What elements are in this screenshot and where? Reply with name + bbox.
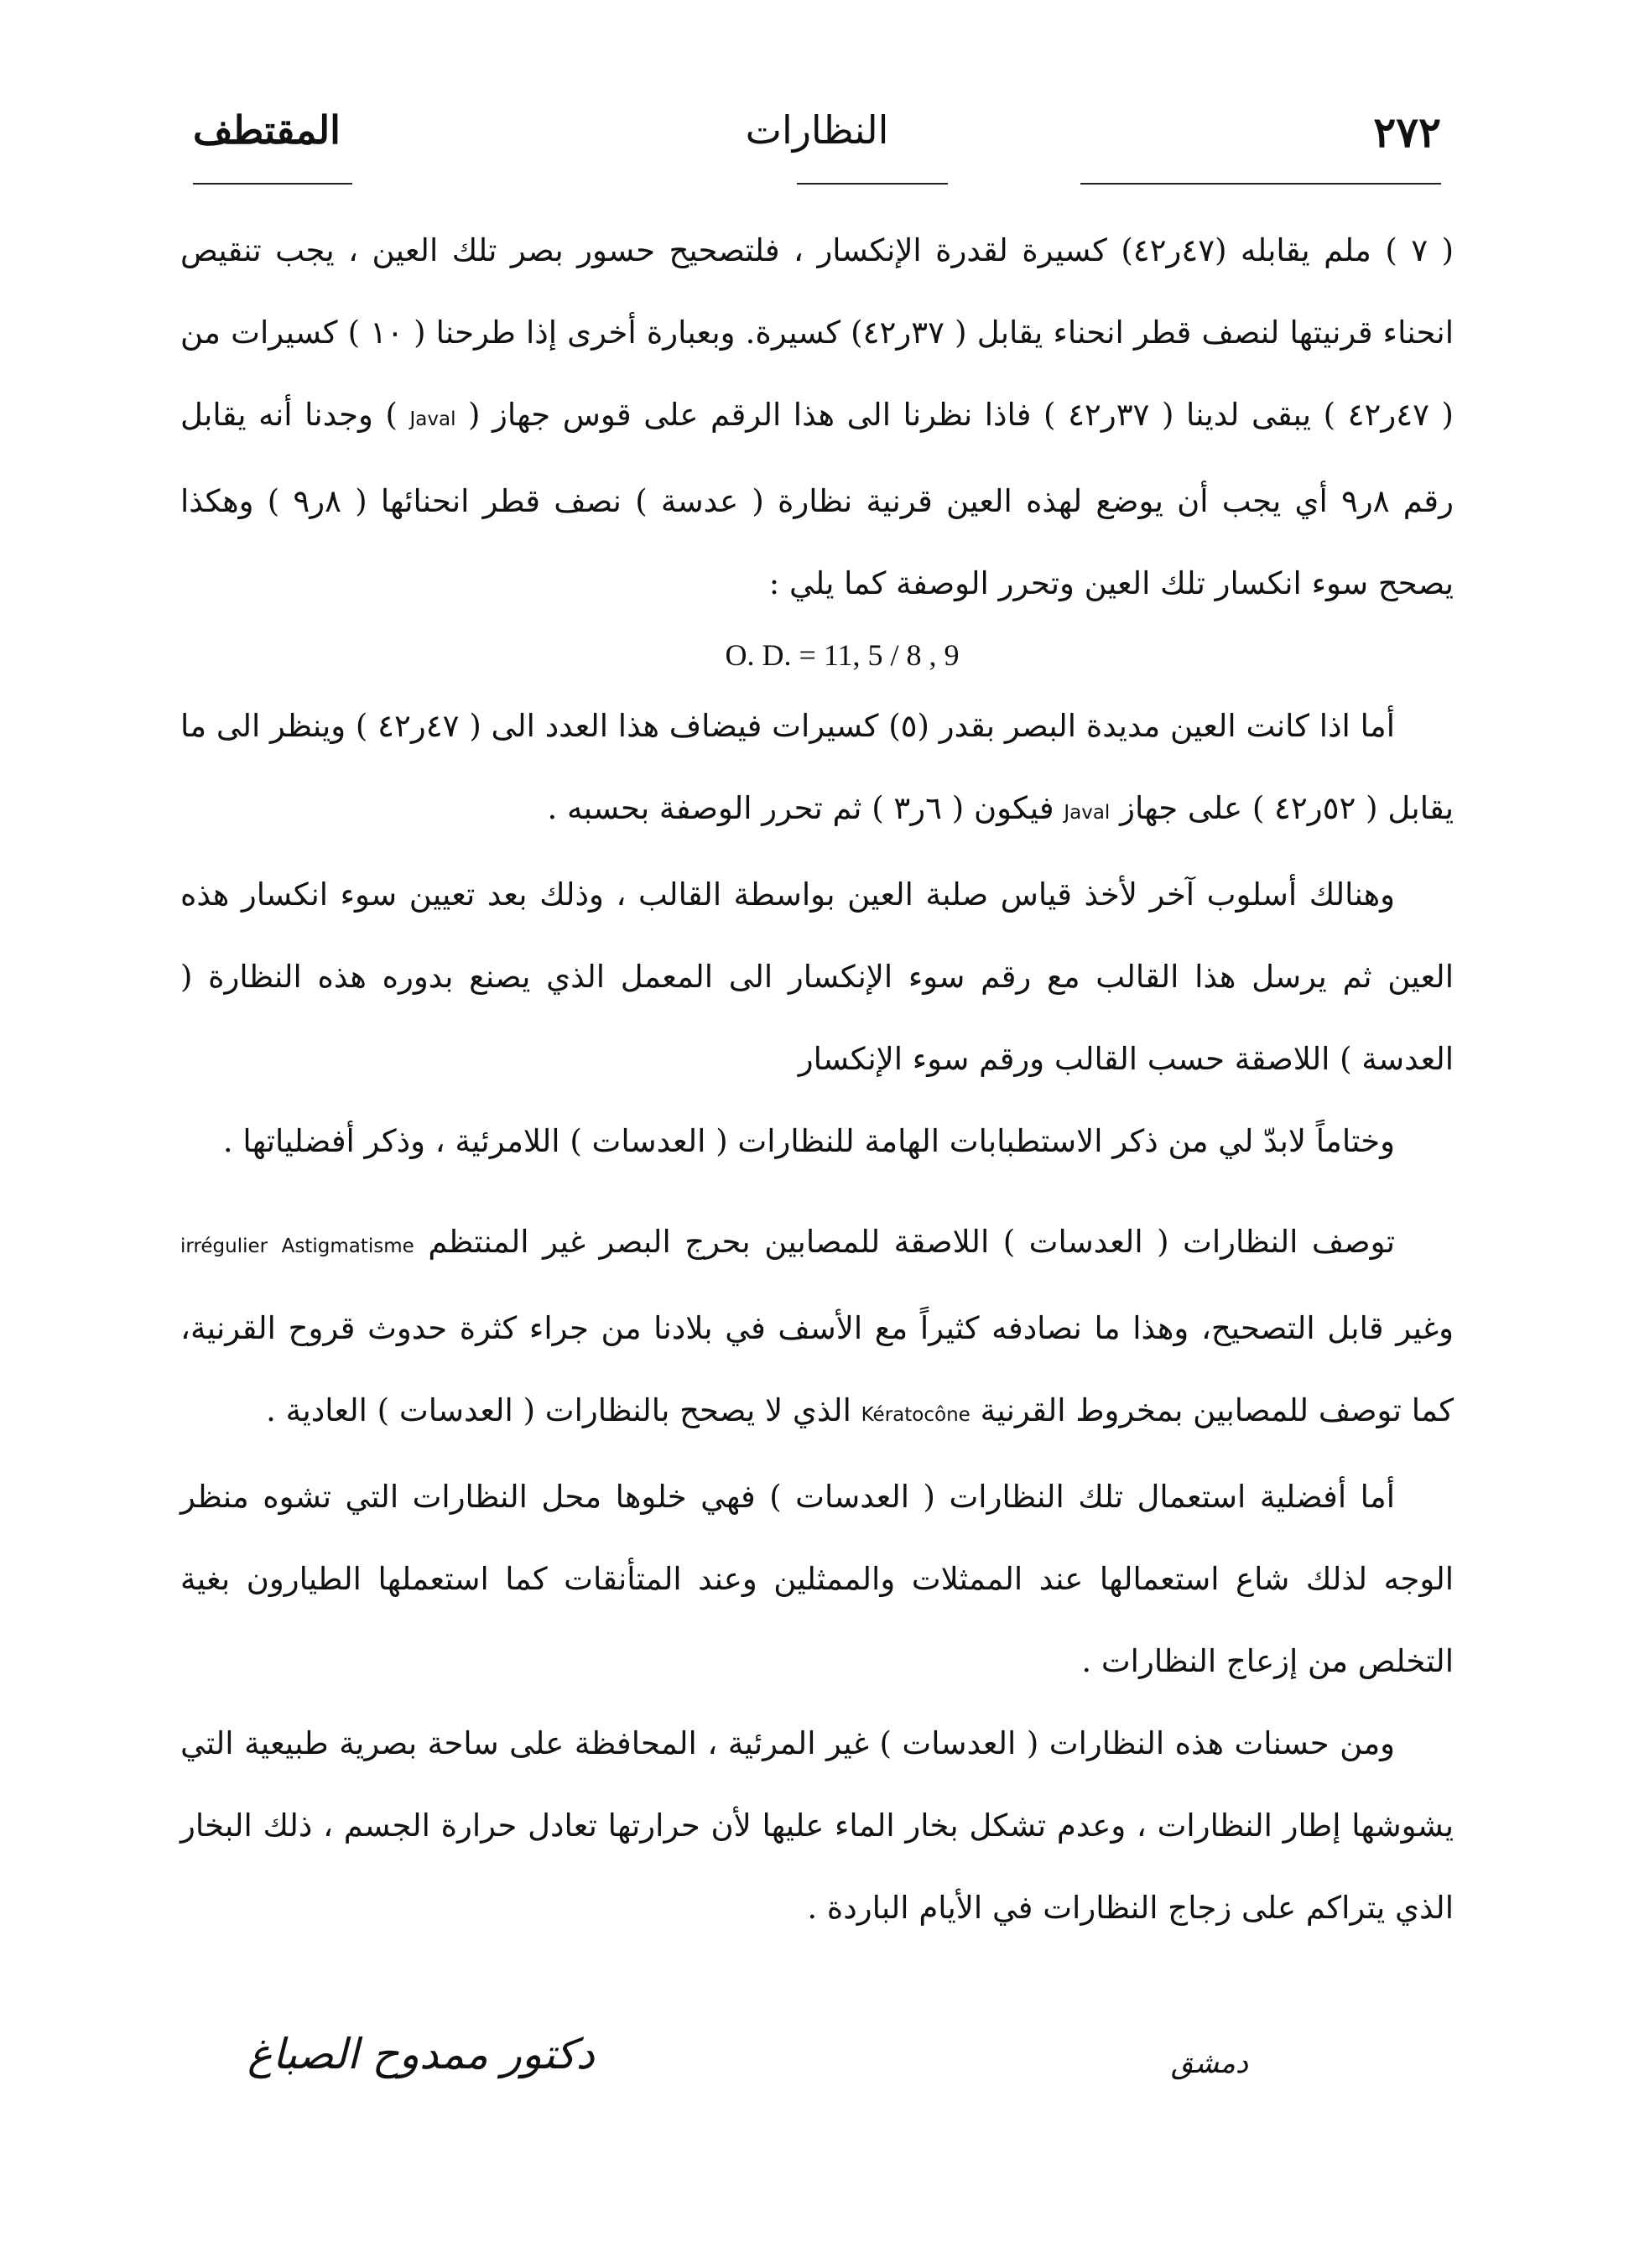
paragraph-5-text-a: توصف النظارات ( العدسات ) اللاصقة للمصابين بحرج البصر غير المنتظم [428, 1224, 1396, 1260]
paragraph-6: أما أفضلية استعمال تلك النظارات ( العدسات ) فهي خلوها محل النظارات التي تشوه منظر الوجه لذلك شاع استعمالها عند الممثلات والممثلين وعند المتأنقات كما استعملها الطيارون بغية التخلص من إزعاج النظارات . [180, 1479, 1454, 1679]
paragraph-5 [180, 1201, 1454, 1456]
paragraph-1-rest: ) وجدنا أنه يقابل رقم ٨ر٩ أي يجب أن يوضع لهذه العين قرنية نظارة ( عدسة ) نصف قطر انحنائها ( ٨ر٩ ) وهكذا يصحح سوء انكسار تلك العين وتحرر الوصفة كما يلي : [180, 397, 1454, 601]
article-footer [180, 2030, 1454, 2105]
page-header [193, 99, 1441, 166]
paragraph-5-text-c: الذي لا يصحح بالنظارات ( العدسات ) العادية . [266, 1392, 851, 1428]
paragraph-5-text-b: وغير قابل التصحيح، وهذا ما نصادفه كثيراً مع الأسف في بلادنا من جراء كثرة حدوث قروح القرنية، كما توصف للمصابين بمخروط القرنية [180, 1310, 1454, 1428]
javal-term: Javal [409, 408, 456, 430]
paragraph-1-text: ( ٧ ) ملم يقابله (٤٧ر٤٢) كسيرة لقدرة الإنكسار ، فلتصحيح حسور بصر تلك العين ، يجب تنقيص انحناء قرنيتها لنصف قطر انحناء يقابل ( ٣٧ر٤٢) كسيرة. وبعبارة أخرى إذا طرحنا ( ١٠ ) كسيرات من ( ٤٧ر٤٢ ) يبقى لدينا ( ٣٧ر٤٢ ) فاذا نظرنا الى هذا الرقم على قوس جهاز ( [180, 232, 1454, 433]
paragraph-7: ومن حسنات هذه النظارات ( العدسات ) غير المرئية ، المحافظة على ساحة بصرية طبيعية التي يشوشها إطار النظارات ، وعدم تشكل بخار الماء عليها لأن حرارتها تعادل حرارة الجسم ، ذلك البخار الذي يتراكم على زجاج النظارات في الأيام الباردة . [180, 1725, 1454, 1926]
javal-term: Javal [1064, 802, 1111, 824]
irregulier-term: irrégulier [180, 1235, 268, 1257]
journal-name: المقتطف [193, 107, 341, 153]
article-body [180, 210, 1454, 1949]
page-number: ٢٧٢ [1373, 107, 1441, 157]
paragraph-3: وهنالك أسلوب آخر لأخذ قياس صلبة العين بواسطة القالب ، وذلك بعد تعيين سوء انكسار هذه العين ثم يرسل هذا القالب مع رقم سوء الإنكسار الى المعمل الذي يصنع بدوره هذه النظارة ( العدسة ) اللاصقة حسب القالب ورقم سوء الإنكسار [180, 877, 1454, 1077]
running-title: النظارات [745, 107, 889, 153]
header-divider-middle [797, 183, 948, 185]
header-divider-left [193, 183, 352, 185]
paragraph-1 [180, 210, 1454, 625]
paragraph-2-rest: فيكون ( ٦ر٣ ) ثم تحرر الوصفة بحسبه . [547, 790, 1054, 826]
keratocone-term: Kératocône [861, 1404, 971, 1426]
header-rules [193, 183, 1441, 186]
header-divider-right [1080, 183, 1441, 185]
prescription-formula: O. D. = 11, 5 / 8 , 9 [725, 638, 960, 672]
paragraph-2-text: أما اذا كانت العين مديدة البصر بقدر (٥) كسيرات فيضاف هذا العدد الى ( ٤٧ر٤٢ ) وينظر الى ما يقابل ( ٥٢ر٤٢ ) على جهاز [180, 708, 1454, 826]
paragraph-2 [180, 685, 1454, 854]
author-signature: دكتور ممدوح الصباغ [247, 2030, 595, 2078]
paragraph-4: وختاماً لابدّ لي من ذكر الاستطبابات الهامة للنظارات ( العدسات ) اللامرئية ، وذكر أفضلياتها . [222, 1123, 1395, 1159]
place-name: دمشق [1170, 2047, 1248, 2080]
astigmatisme-term: Astigmatisme [281, 1235, 414, 1257]
